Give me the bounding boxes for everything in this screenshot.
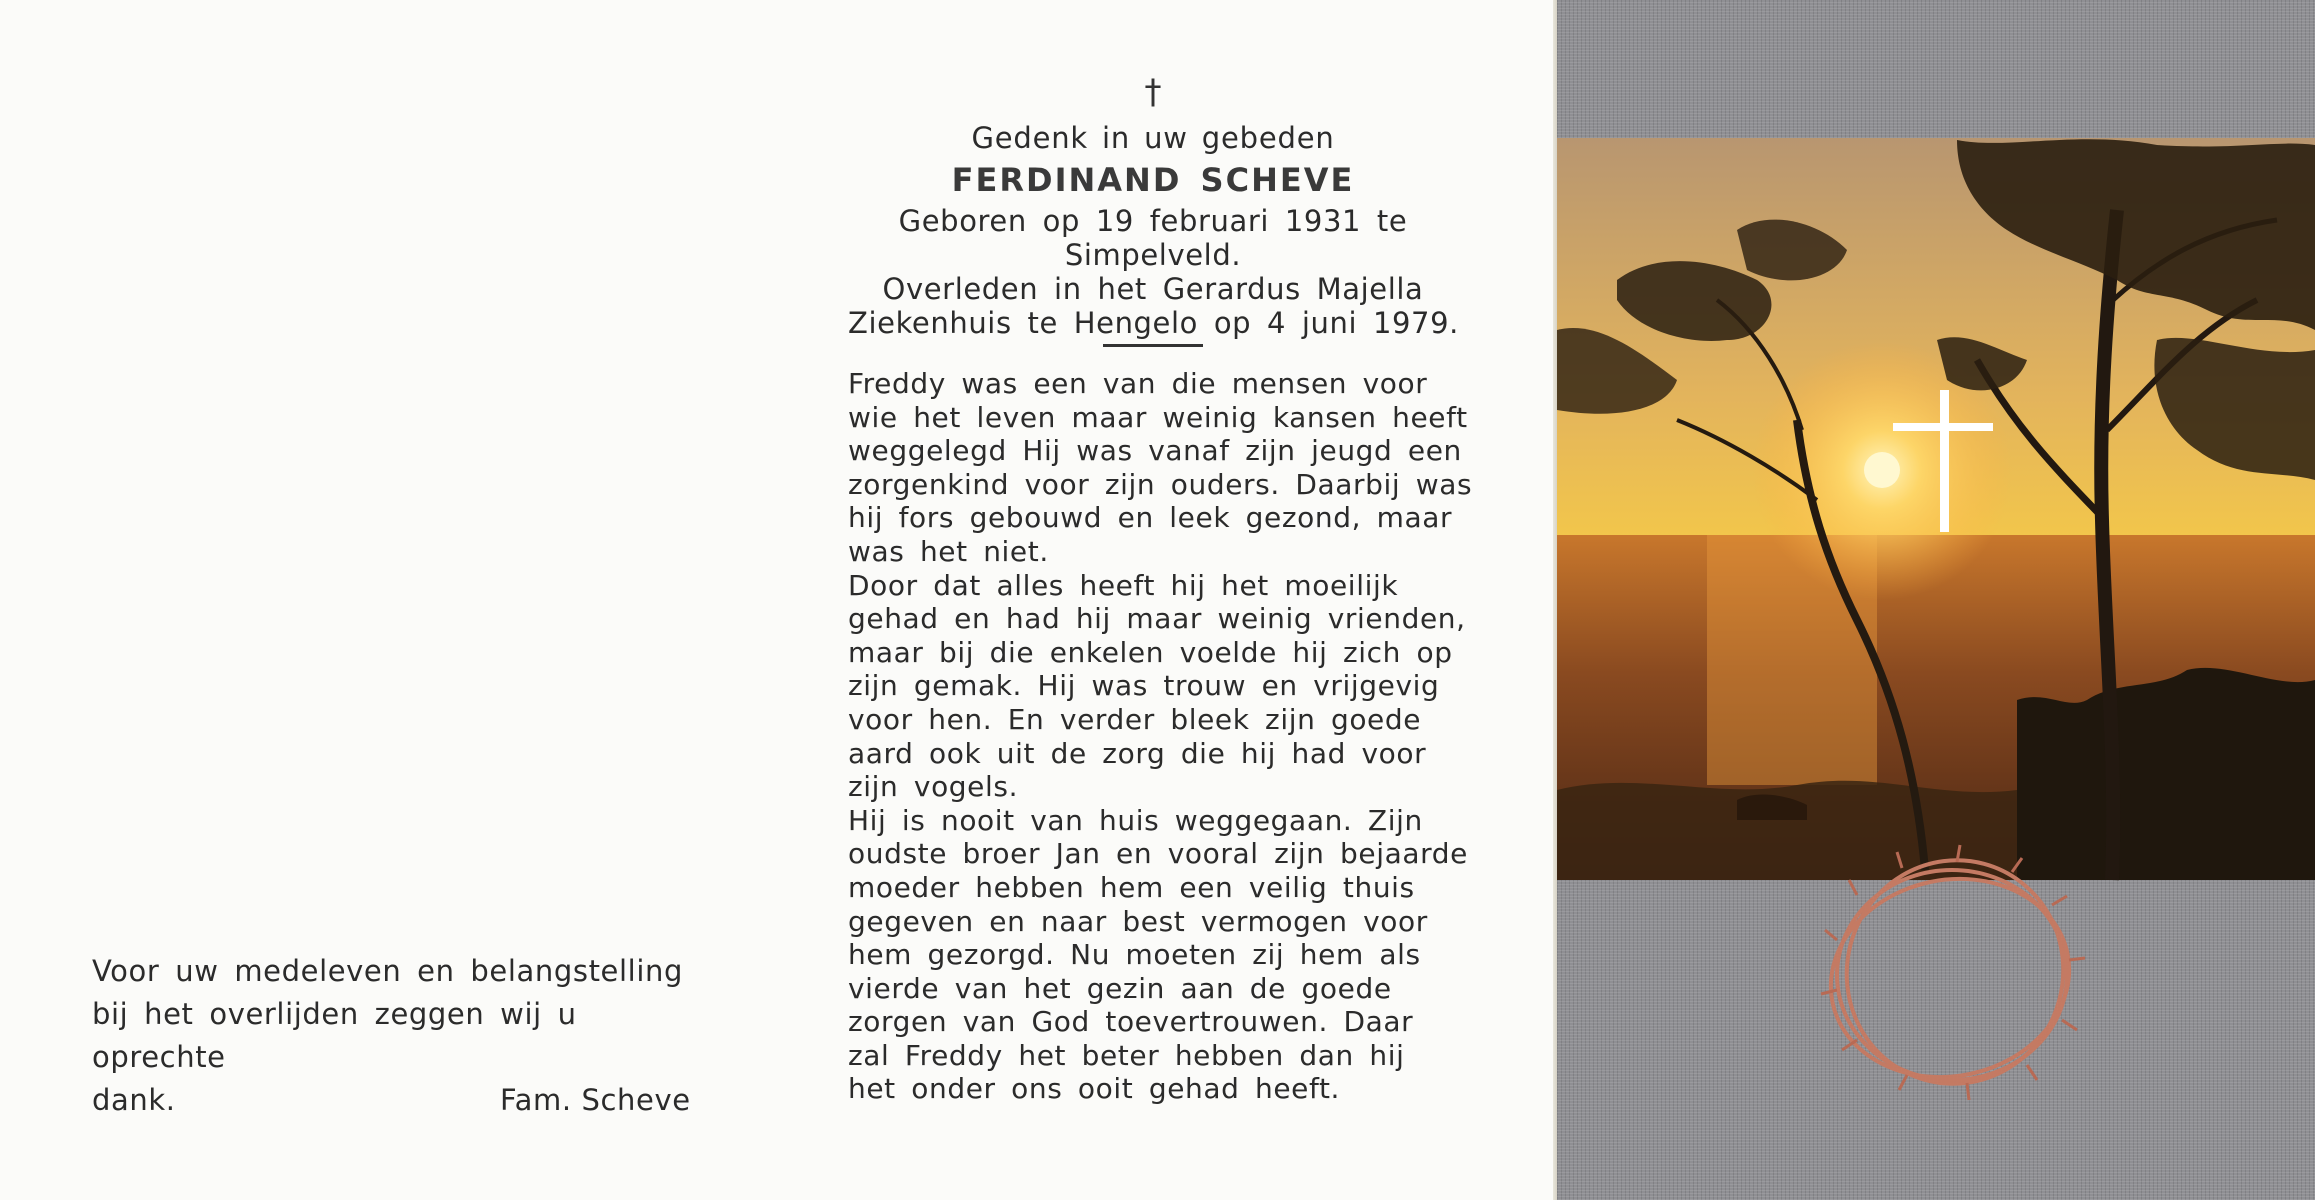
- sun: [1864, 452, 1900, 488]
- white-cross-icon: [1940, 390, 1949, 532]
- thank-you-line: bij het overlijden zeggen wij u oprechte: [92, 997, 577, 1074]
- obituary: [848, 72, 1473, 1106]
- text-line: vierde van het gezin aan de goede: [848, 971, 1392, 1005]
- text-line: hem gezorgd. Nu moeten zij hem als: [848, 938, 1421, 972]
- remembrance-intro: Gedenk in uw gebeden: [971, 121, 1335, 155]
- text-line: gegeven en naar best vermogen voor: [848, 904, 1428, 938]
- birth-line: Simpelveld.: [1064, 238, 1242, 272]
- text-line: Door dat alles heeft hij het moeilijk: [848, 568, 1399, 602]
- text-line: zijn vogels.: [848, 770, 1019, 804]
- thorns: [1821, 845, 2085, 1100]
- birth-line: Geboren op 19 februari 1931 te: [898, 204, 1408, 238]
- text-line: aard ook uit de zorg die hij had voor: [848, 736, 1427, 770]
- text-line: weggelegd Hij was vanaf zijn jeugd een: [848, 434, 1462, 468]
- death-line: Overleden in het Gerardus Majella: [882, 272, 1424, 306]
- text-line: oudste broer Jan en vooral zijn bejaarde: [848, 837, 1468, 871]
- text-line: maar bij die enkelen voelde hij zich op: [848, 635, 1453, 669]
- text-line: zorgen van God toevertrouwen. Daar: [848, 1005, 1414, 1039]
- text-line: wie het leven maar weinig kansen heeft: [848, 400, 1468, 434]
- family-signature: Fam. Scheve: [500, 1083, 691, 1117]
- text-line: Hij is nooit van huis weggegaan. Zijn: [848, 803, 1423, 837]
- thank-you-line: dank.: [92, 1083, 176, 1117]
- text-line: Freddy was een van die mensen voor: [848, 367, 1428, 400]
- text-line: gehad en had hij maar weinig vrienden,: [848, 602, 1466, 636]
- thank-you-line: Voor uw medeleven en belangstelling: [92, 954, 683, 988]
- text-line: voor hen. En verder bleek zijn goede: [848, 702, 1422, 736]
- rocks: [1557, 781, 2017, 880]
- death-line: Ziekenhuis te Hengelo op 4 juni 1979.: [848, 306, 1459, 340]
- text-line: hij fors gebouwd en leek gezond, maar: [848, 501, 1453, 535]
- text-line: zijn gemak. Hij was trouw en vrijgevig: [848, 669, 1440, 703]
- picture-panel: [1557, 0, 2315, 1200]
- life-dates: [848, 204, 1458, 340]
- text-line: het onder ons ooit gehad heeft.: [848, 1072, 1341, 1106]
- white-cross-icon: [1893, 423, 1993, 431]
- text-line: moeder hebben hem een veilig thuis: [848, 870, 1415, 904]
- text-line: zorgenkind voor zijn ouders. Daarbij was: [848, 467, 1473, 501]
- deceased-name: FERDINAND SCHEVE: [951, 161, 1355, 199]
- text-line: was het niet.: [848, 534, 1049, 568]
- text-line: zal Freddy het beter hebben dan hij: [848, 1038, 1405, 1072]
- obituary-text: [848, 367, 1473, 1106]
- cross-icon: †: [1144, 72, 1162, 112]
- sunset-illustration: [1557, 0, 2315, 1200]
- divider: [1103, 344, 1203, 347]
